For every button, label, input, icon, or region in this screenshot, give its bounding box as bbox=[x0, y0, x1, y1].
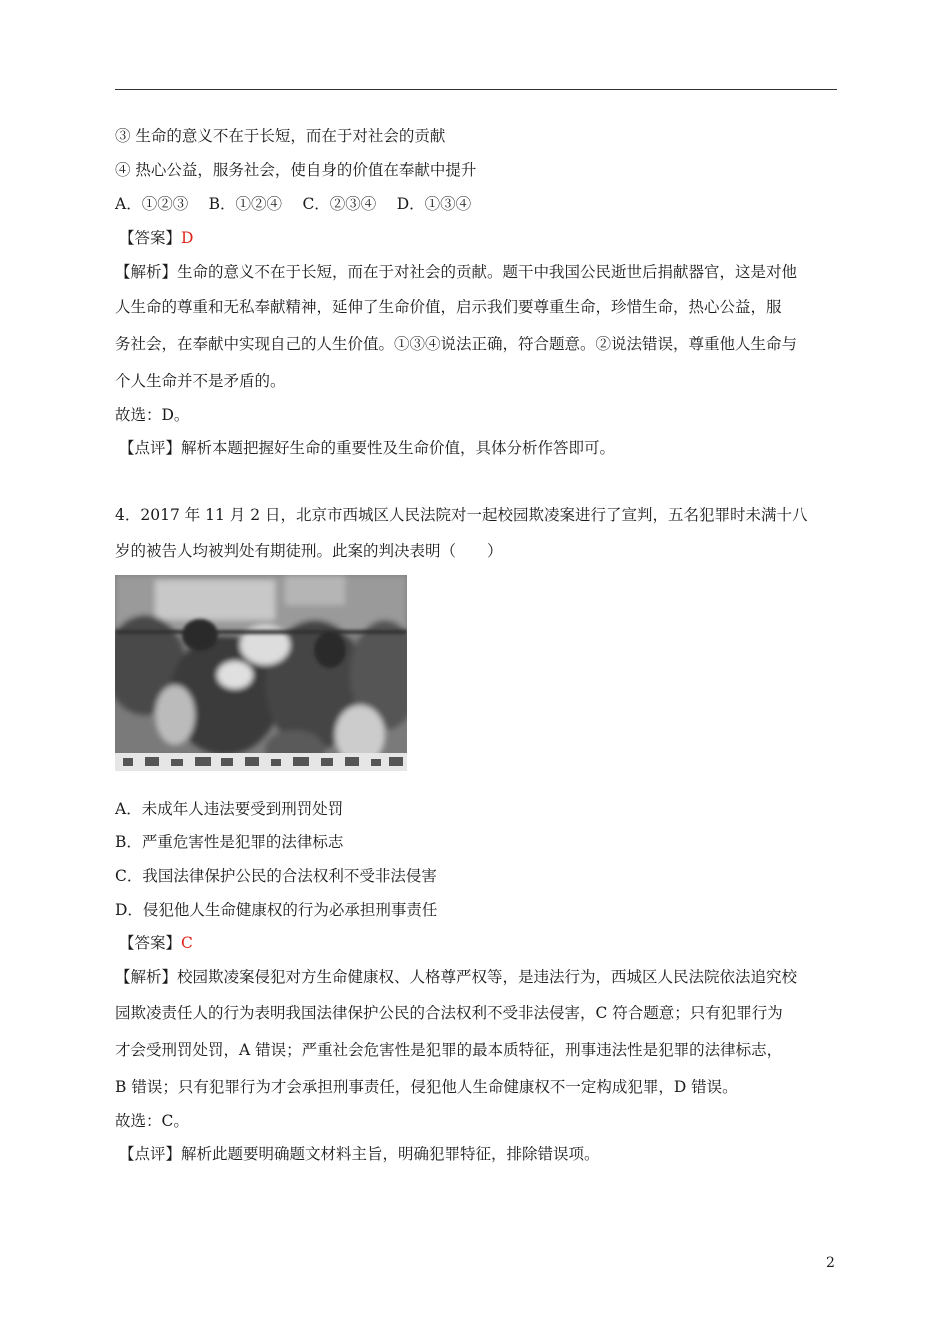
analysis-text: 校园欺凌案侵犯对方生命健康权、人格尊严权等，是违法行为，西城区人民法院依法追究校 bbox=[177, 968, 798, 986]
q3-analysis-line-2: 人生命的尊重和无私奉献精神，延伸了生命价值，启示我们要尊重生命，珍惜生命，热心公益，服 bbox=[115, 298, 782, 316]
q3-analysis-line-1 bbox=[115, 262, 797, 282]
page-number: 2 bbox=[826, 1255, 835, 1271]
q3-choices: A．①②③ B．①②④ C．②③④ D．①③④ bbox=[115, 195, 472, 213]
q4-analysis-line-3: 才会受刑罚处罚，A 错误；严重社会危害性是犯罪的最本质特征，刑事违法性是犯罪的法律标志， bbox=[115, 1041, 783, 1059]
courtroom-photo bbox=[115, 575, 407, 771]
q4-stem-line-1: 4．2017 年 11 月 2 日，北京市西城区人民法院对一起校园欺凌案进行了宣判，五名犯罪时未满十八 bbox=[115, 506, 808, 524]
q3-analysis-line-4: 个人生命并不是矛盾的。 bbox=[115, 372, 286, 390]
comment-tag: 【点评】 bbox=[119, 1145, 182, 1163]
answer-tag: 【答案】 bbox=[119, 229, 182, 247]
q3-option-3: ③ 生命的意义不在于长短，而在于对社会的贡献 bbox=[115, 127, 446, 145]
comment-text: 解析此题要明确题文材料主旨，明确犯罪特征，排除错误项。 bbox=[181, 1145, 600, 1163]
analysis-tag: 【解析】 bbox=[115, 263, 178, 281]
q4-option-d: D．侵犯他人生命健康权的行为必承担刑事责任 bbox=[115, 901, 438, 919]
q4-option-b: B．严重危害性是犯罪的法律标志 bbox=[115, 833, 344, 851]
q3-choice-line: 故选：D。 bbox=[115, 406, 190, 424]
q4-option-c: C．我国法律保护公民的合法权利不受非法侵害 bbox=[115, 867, 437, 885]
q4-analysis-line-4: B 错误；只有犯罪行为才会承担刑事责任，侵犯他人生命健康权不一定构成犯罪，D 错误。 bbox=[115, 1078, 738, 1096]
q4-analysis-line-1 bbox=[115, 967, 797, 987]
answer-tag: 【答案】 bbox=[119, 934, 182, 952]
q4-comment-line bbox=[119, 1144, 600, 1164]
comment-tag: 【点评】 bbox=[119, 439, 182, 457]
answer-value: C bbox=[181, 934, 193, 952]
q4-answer-line bbox=[119, 933, 193, 953]
answer-value: D bbox=[181, 229, 194, 247]
analysis-tag: 【解析】 bbox=[115, 968, 178, 986]
q4-stem-line-2: 岁的被告人均被判处有期徒刑。此案的判决表明（ ） bbox=[115, 542, 503, 560]
q3-analysis-line-3: 务社会，在奉献中实现自己的人生价值。①③④说法正确，符合题意。②说法错误，尊重他人生命与 bbox=[115, 335, 798, 353]
q3-answer-line bbox=[119, 228, 193, 248]
analysis-text: 生命的意义不在于长短，而在于对社会的贡献。题干中我国公民逝世后捐献器官，这是对他 bbox=[177, 263, 798, 281]
q4-option-a: A．未成年人违法要受到刑罚处罚 bbox=[115, 800, 344, 818]
courtroom-photo-image bbox=[115, 575, 407, 771]
q3-comment-line bbox=[119, 438, 615, 458]
comment-text: 解析本题把握好生命的重要性及生命价值，具体分析作答即可。 bbox=[181, 439, 616, 457]
q3-option-4: ④ 热心公益，服务社会，使自身的价值在奉献中提升 bbox=[115, 161, 477, 179]
header-rule bbox=[115, 89, 837, 90]
q4-analysis-line-2: 园欺凌责任人的行为表明我国法律保护公民的合法权利不受非法侵害，C 符合题意；只有犯罪行为 bbox=[115, 1004, 783, 1022]
q4-choice-line: 故选：C。 bbox=[115, 1112, 189, 1130]
